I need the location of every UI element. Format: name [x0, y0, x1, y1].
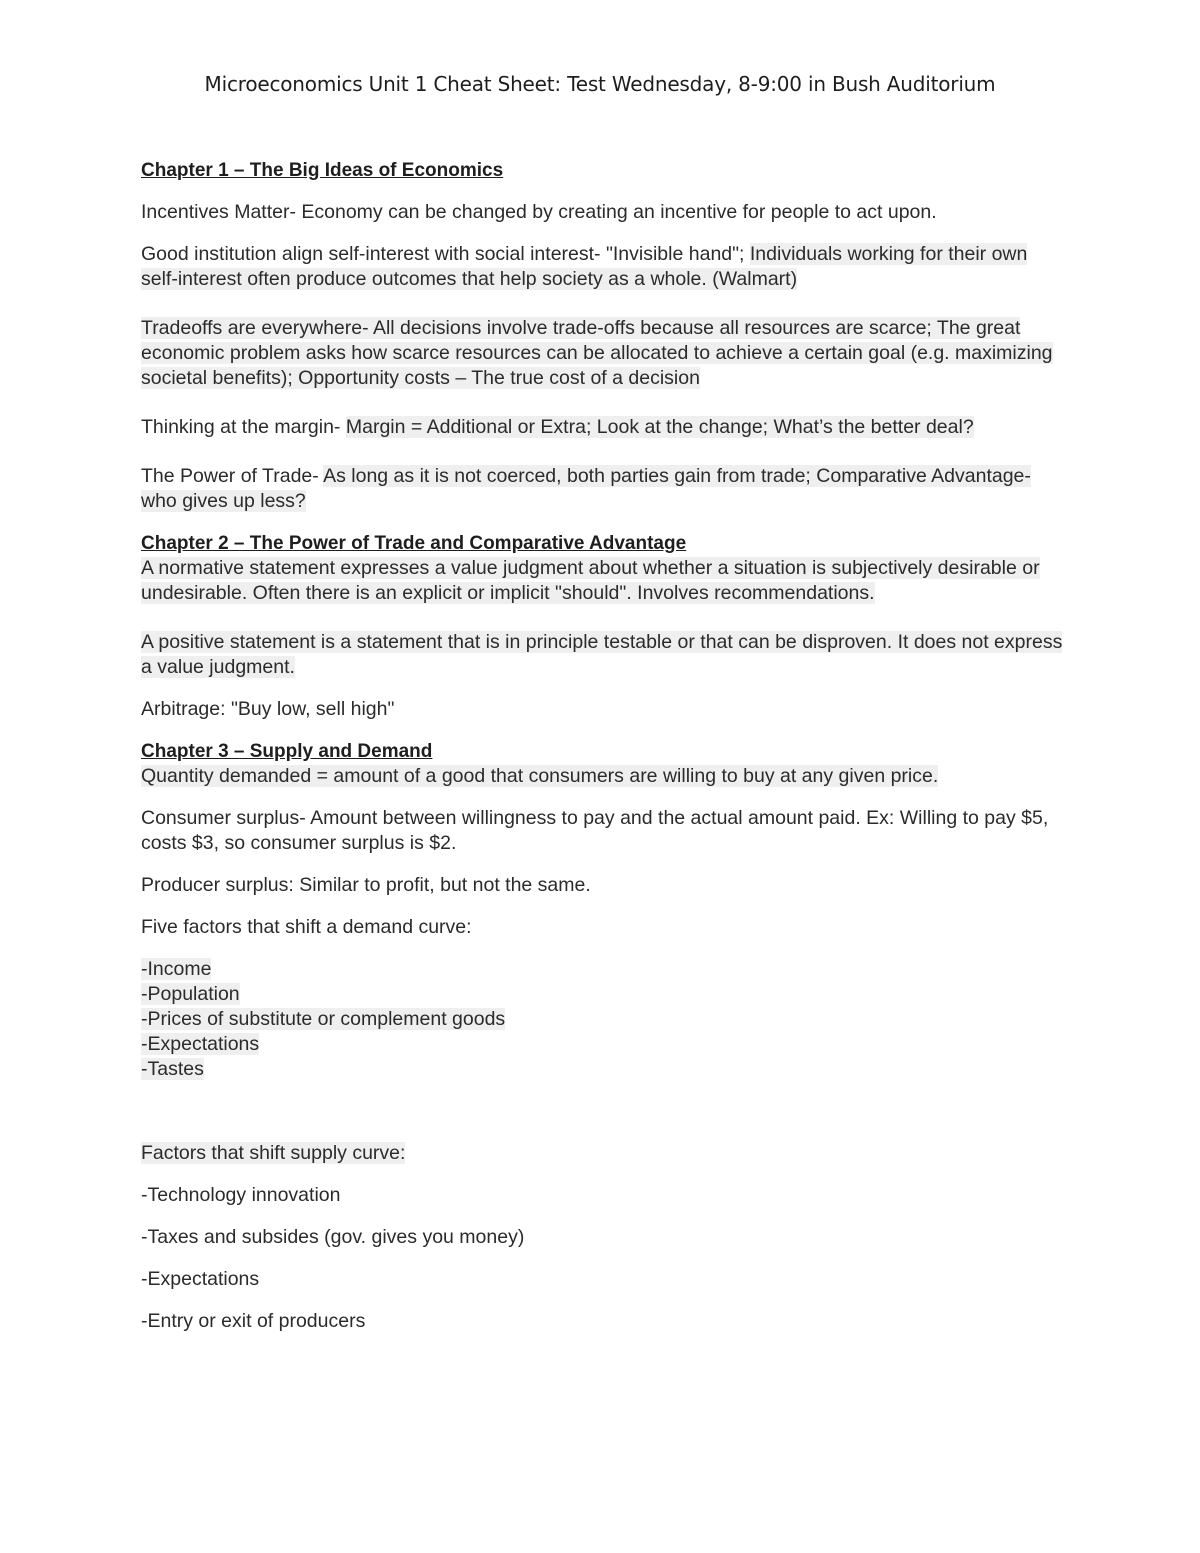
- tradeoffs-paragraph: [141, 316, 1066, 391]
- tradeoffs-text: Tradeoffs are everywhere- All decisions involve trade-offs because all resources are scarce; The great economic problem asks how scarce resources can be allocated to achieve a certain goal (e.g. maximizing societal benefits); Opportunity costs – The true cost of a decision: [141, 317, 1053, 389]
- list-item: -Technology innovation: [141, 1184, 341, 1206]
- document-body: [141, 158, 1066, 1334]
- margin-lead: Thinking at the margin-: [141, 416, 346, 438]
- consumer-surplus-paragraph: Consumer surplus- Amount between willingness to pay and the actual amount paid. Ex: Willing to pay $5, costs $3, so consumer surplus is $2.: [141, 807, 1049, 854]
- trade-lead: The Power of Trade-: [141, 465, 324, 487]
- demand-intro: Five factors that shift a demand curve:: [141, 916, 472, 938]
- supply-intro: Factors that shift supply curve:: [141, 1142, 406, 1164]
- positive-text: A positive statement is a statement that is in principle testable or that can be disproven. It does not express a value judgment.: [141, 631, 1063, 678]
- list-item: -Prices of substitute or complement goods: [141, 1008, 506, 1030]
- list-item: -Entry or exit of producers: [141, 1310, 366, 1332]
- quantity-text: Quantity demanded = amount of a good that consumers are willing to buy at any given price.: [141, 765, 939, 787]
- incentives-paragraph: Incentives Matter- Economy can be changed by creating an incentive for people to act upon.: [141, 201, 937, 223]
- chapter-2-heading: Chapter 2 – The Power of Trade and Comparative Advantage: [141, 533, 687, 554]
- list-item: -Population: [141, 983, 240, 1005]
- institutions-detail: Individuals working for their own self-interest often produce outcomes that help society as a whole. (Walmart): [141, 243, 1028, 290]
- margin-paragraph: [141, 415, 1066, 440]
- institutions-paragraph: [141, 242, 1066, 292]
- trade-paragraph: [141, 464, 1066, 514]
- quantity-paragraph: [141, 764, 1066, 789]
- demand-factors-list: [141, 957, 1066, 1082]
- list-item: -Expectations: [141, 1268, 260, 1290]
- arbitrage-paragraph: Arbitrage: "Buy low, sell high": [141, 698, 395, 720]
- producer-surplus-paragraph: Producer surplus: Similar to profit, but not the same.: [141, 874, 591, 896]
- page-title: Microeconomics Unit 1 Cheat Sheet: Test Wednesday, 8-9:00 in Bush Auditorium: [204, 72, 996, 96]
- normative-paragraph: [141, 556, 1066, 606]
- margin-detail: Margin = Additional or Extra; Look at the change; What’s the better deal?: [345, 416, 974, 438]
- positive-paragraph: [141, 630, 1066, 680]
- chapter-1-heading: Chapter 1 – The Big Ideas of Economics: [141, 160, 504, 181]
- normative-text: A normative statement expresses a value judgment about whether a situation is subjectively desirable or undesirable. Often there is an explicit or implicit "should". Involves recommendations.: [141, 557, 1040, 604]
- list-item: -Taxes and subsides (gov. gives you money): [141, 1226, 525, 1248]
- chapter-3-heading: Chapter 3 – Supply and Demand: [141, 741, 433, 762]
- institutions-lead: Good institution align self-interest with social interest- "Invisible hand";: [141, 243, 750, 265]
- list-item: -Income: [141, 958, 212, 980]
- list-item: -Expectations: [141, 1033, 260, 1055]
- list-item: -Tastes: [141, 1058, 204, 1080]
- trade-detail: As long as it is not coerced, both parties gain from trade; Comparative Advantage- who gives up less?: [141, 465, 1031, 512]
